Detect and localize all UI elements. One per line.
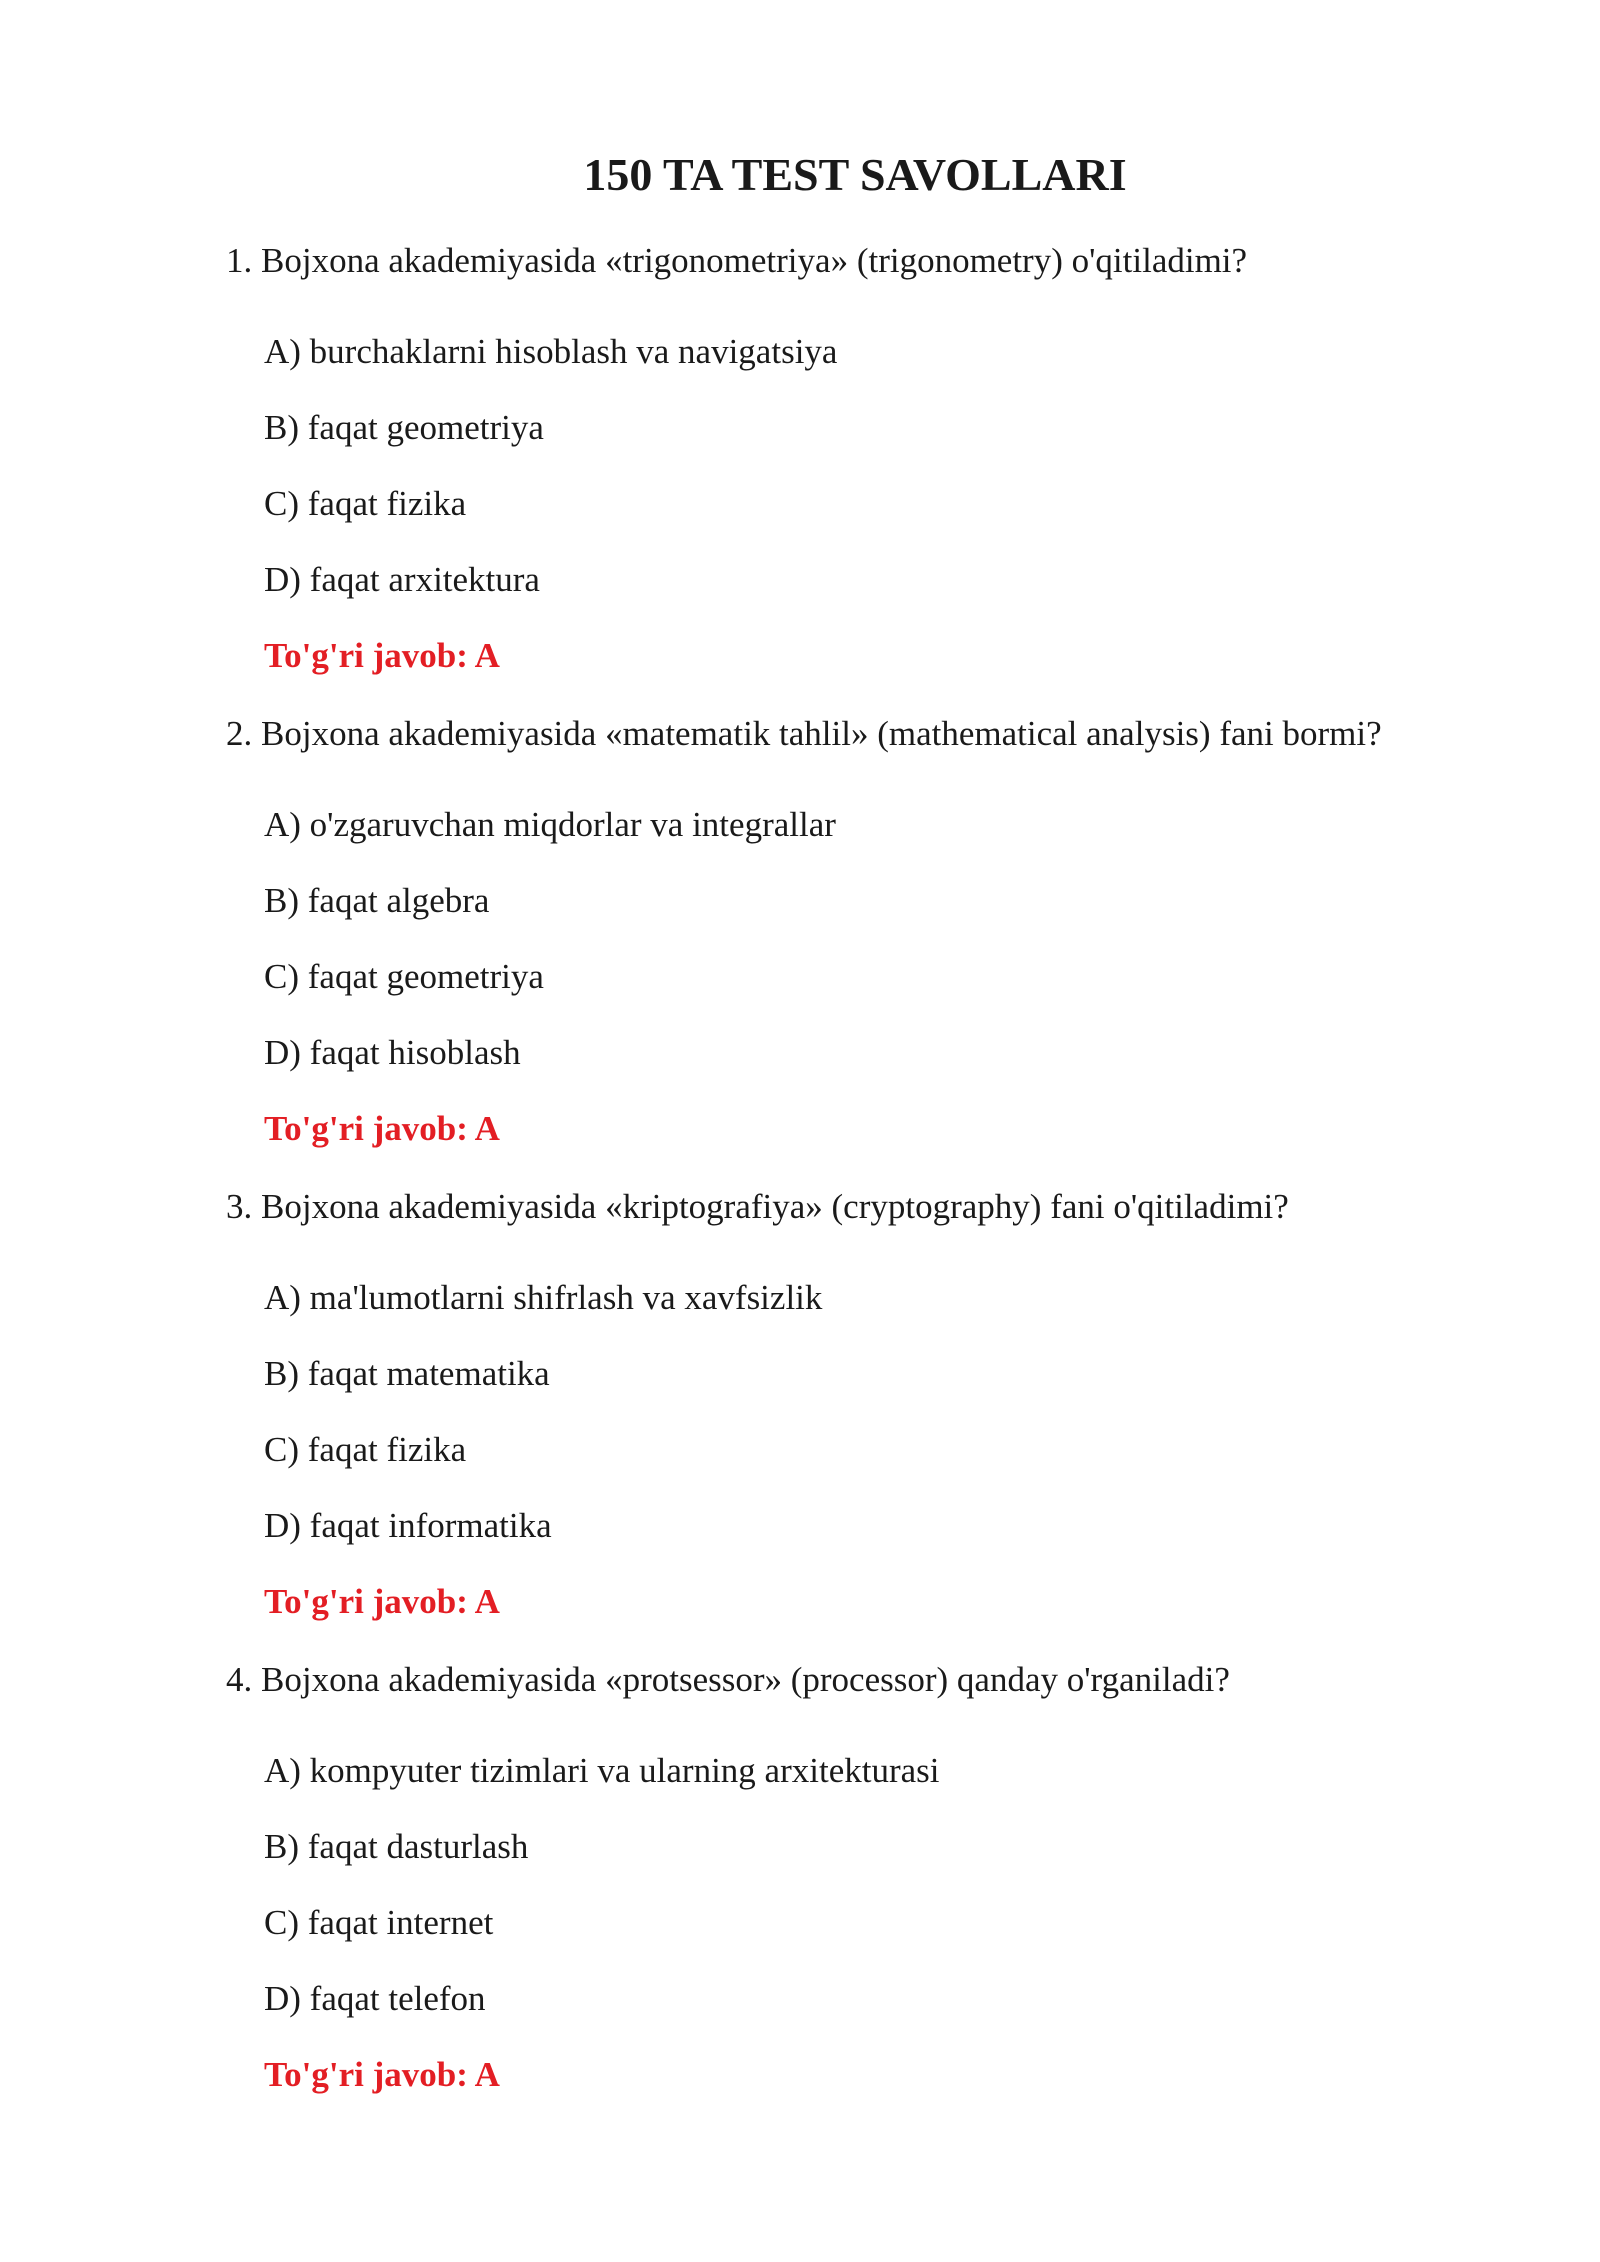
document-title: 150 TA TEST SAVOLLARI: [583, 149, 1127, 200]
question-3: [226, 1186, 1526, 1621]
correct-answer: To'g'ri javob: A: [264, 636, 500, 675]
option-d: D) faqat arxitektura: [264, 560, 540, 599]
correct-answer: To'g'ri javob: A: [264, 2055, 500, 2094]
correct-answer: To'g'ri javob: A: [264, 1109, 500, 1148]
question-4: [226, 1659, 1526, 2094]
option-c: C) faqat fizika: [264, 1430, 467, 1469]
option-c: C) faqat internet: [264, 1903, 494, 1942]
option-d: D) faqat telefon: [264, 1979, 486, 2018]
question-text: 2. Bojxona akademiyasida «matematik tahlil» (mathematical analysis) fani bormi?: [226, 714, 1382, 753]
option-b: B) faqat dasturlash: [264, 1827, 529, 1866]
question-text: 3. Bojxona akademiyasida «kriptografiya» (cryptography) fani o'qitiladimi?: [226, 1187, 1289, 1226]
option-b: B) faqat matematika: [264, 1354, 550, 1393]
option-d: D) faqat informatika: [264, 1506, 552, 1545]
option-a: A) burchaklarni hisoblash va navigatsiya: [264, 332, 838, 371]
correct-answer: To'g'ri javob: A: [264, 1582, 500, 1621]
question-text: 1. Bojxona akademiyasida «trigonometriya» (trigonometry) o'qitiladimi?: [226, 241, 1248, 280]
option-d: D) faqat hisoblash: [264, 1033, 521, 1072]
option-c: C) faqat fizika: [264, 484, 467, 523]
option-a: A) o'zgaruvchan miqdorlar va integrallar: [264, 805, 836, 844]
option-b: B) faqat algebra: [264, 881, 490, 920]
question-1: [226, 240, 1526, 675]
question-2: [226, 713, 1526, 1148]
option-a: A) kompyuter tizimlari va ularning arxitekturasi: [264, 1751, 940, 1790]
option-c: C) faqat geometriya: [264, 957, 544, 996]
option-a: A) ma'lumotlarni shifrlash va xavfsizlik: [264, 1278, 823, 1317]
question-text: 4. Bojxona akademiyasida «protsessor» (processor) qanday o'rganiladi?: [226, 1660, 1230, 1699]
option-b: B) faqat geometriya: [264, 408, 544, 447]
